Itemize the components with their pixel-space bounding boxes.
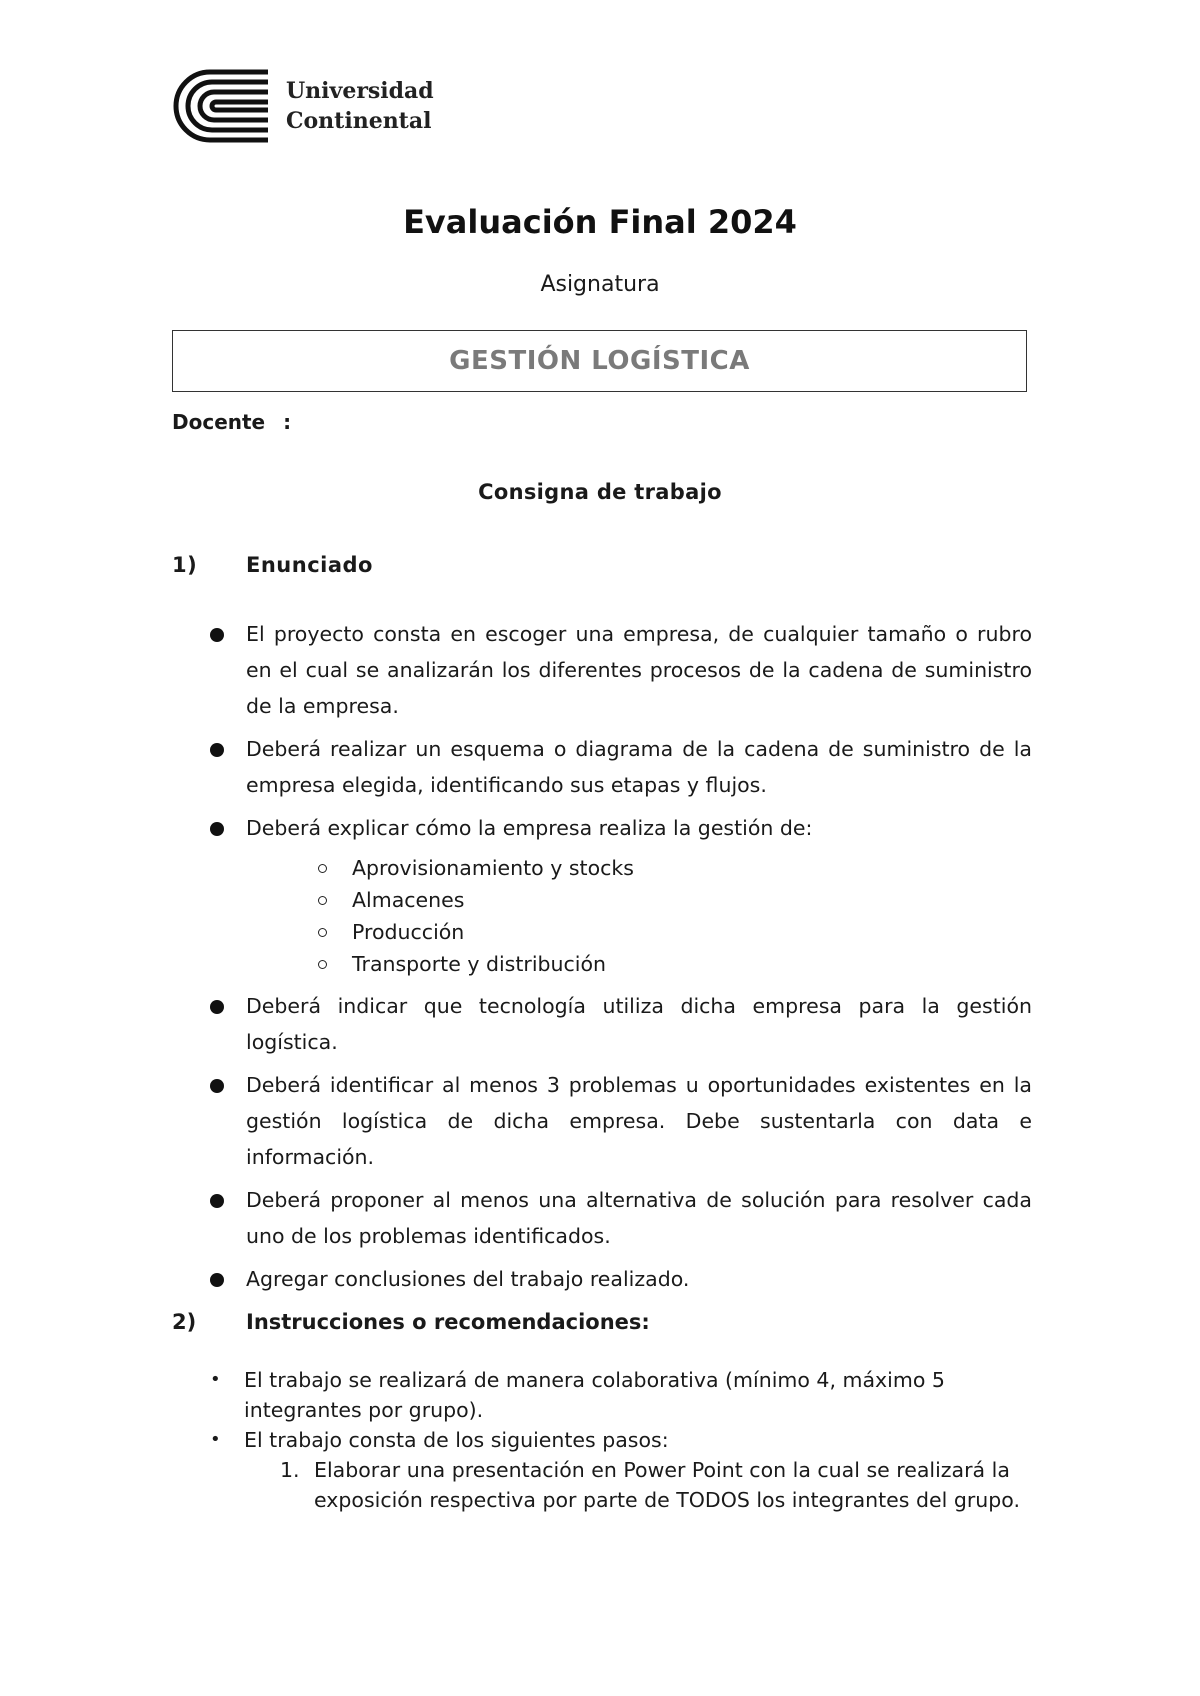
circle-bullet-icon bbox=[318, 960, 327, 969]
list-item-text: Deberá explicar cómo la empresa realiza la gestión de: bbox=[246, 816, 813, 840]
list-item bbox=[210, 1067, 1032, 1175]
section-1-number: 1) bbox=[172, 553, 198, 577]
logo-line-2: Continental bbox=[286, 108, 432, 134]
subject-label: Asignatura bbox=[540, 272, 660, 297]
small-bullet-icon: • bbox=[210, 1369, 221, 1390]
list-item-text: El proyecto consta en escoger una empresa, de cualquier tamaño o rubro en el cual se analizarán los diferentes procesos de la cadena de suministro de la empresa. bbox=[246, 622, 1032, 718]
list-item-text: Deberá indicar que tecnología utiliza dicha empresa para la gestión logística. bbox=[246, 994, 1032, 1054]
logo-text bbox=[286, 76, 434, 136]
list-item-text: El trabajo consta de los siguientes pasos: bbox=[244, 1428, 669, 1452]
docente-colon: : bbox=[283, 410, 292, 434]
section-2-number: 2) bbox=[172, 1310, 197, 1334]
sublist-item-text: Transporte y distribución bbox=[352, 952, 607, 976]
step-item bbox=[280, 1455, 1026, 1515]
list-item-text: Agregar conclusiones del trabajo realizado. bbox=[246, 1267, 690, 1291]
sublist-item-text: Producción bbox=[352, 920, 465, 944]
logo-line-1: Universidad bbox=[286, 78, 434, 104]
step-number: 1. bbox=[280, 1458, 300, 1482]
circle-bullet-icon bbox=[318, 864, 327, 873]
list-item bbox=[206, 1365, 1026, 1425]
sublist-item-text: Almacenes bbox=[352, 888, 465, 912]
steps-list bbox=[244, 1455, 1026, 1515]
consigna-heading: Consigna de trabajo bbox=[478, 480, 722, 504]
sublist-item bbox=[316, 948, 1032, 980]
bullet-icon bbox=[210, 1000, 224, 1014]
list-item bbox=[210, 988, 1032, 1060]
small-bullet-icon: • bbox=[210, 1429, 221, 1450]
list-item bbox=[210, 731, 1032, 803]
step-text: Elaborar una presentación en Power Point con la cual se realizará la exposición respectiva por parte de TODOS los integrantes del grupo. bbox=[314, 1458, 1020, 1512]
section-2-heading bbox=[172, 1310, 650, 1334]
continental-logo-icon bbox=[170, 68, 270, 144]
sublist-item-text: Aprovisionamiento y stocks bbox=[352, 856, 634, 880]
list-item bbox=[210, 616, 1032, 724]
circle-bullet-icon bbox=[318, 928, 327, 937]
sublist-item bbox=[316, 852, 1032, 884]
bullet-icon bbox=[210, 628, 224, 642]
page-title: Evaluación Final 2024 bbox=[403, 203, 797, 241]
sublist-item bbox=[316, 884, 1032, 916]
instructions-list bbox=[206, 1365, 1026, 1515]
bullet-icon bbox=[210, 822, 224, 836]
subject-box bbox=[172, 330, 1027, 392]
sublist-item bbox=[316, 916, 1032, 948]
list-item bbox=[210, 1182, 1032, 1254]
bullet-icon bbox=[210, 1079, 224, 1093]
list-item bbox=[206, 1425, 1026, 1515]
gestion-sublist bbox=[246, 852, 1032, 980]
enunciado-list bbox=[210, 616, 1032, 1304]
circle-bullet-icon bbox=[318, 896, 327, 905]
docente-label: Docente bbox=[172, 410, 266, 434]
list-item-text: El trabajo se realizará de manera colaborativa (mínimo 4, máximo 5 integrantes por grupo). bbox=[244, 1368, 945, 1422]
list-item-text: Deberá realizar un esquema o diagrama de la cadena de suministro de la empresa elegida, identificando sus etapas y flujos. bbox=[246, 737, 1032, 797]
list-item-text: Deberá identificar al menos 3 problemas u oportunidades existentes en la gestión logística de dicha empresa. Debe sustentarla con data e información. bbox=[246, 1073, 1032, 1169]
university-logo bbox=[170, 68, 434, 144]
docente-row bbox=[172, 410, 291, 434]
section-2-title: Instrucciones o recomendaciones: bbox=[246, 1310, 650, 1334]
list-item bbox=[210, 810, 1032, 980]
subject-name: GESTIÓN LOGÍSTICA bbox=[449, 346, 750, 376]
bullet-icon bbox=[210, 743, 224, 757]
section-1-heading bbox=[172, 553, 373, 577]
list-item-text: Deberá proponer al menos una alternativa de solución para resolver cada uno de los problemas identificados. bbox=[246, 1188, 1032, 1248]
bullet-icon bbox=[210, 1194, 224, 1208]
list-item bbox=[210, 1261, 1032, 1297]
section-1-title: Enunciado bbox=[246, 553, 373, 577]
bullet-icon bbox=[210, 1273, 224, 1287]
